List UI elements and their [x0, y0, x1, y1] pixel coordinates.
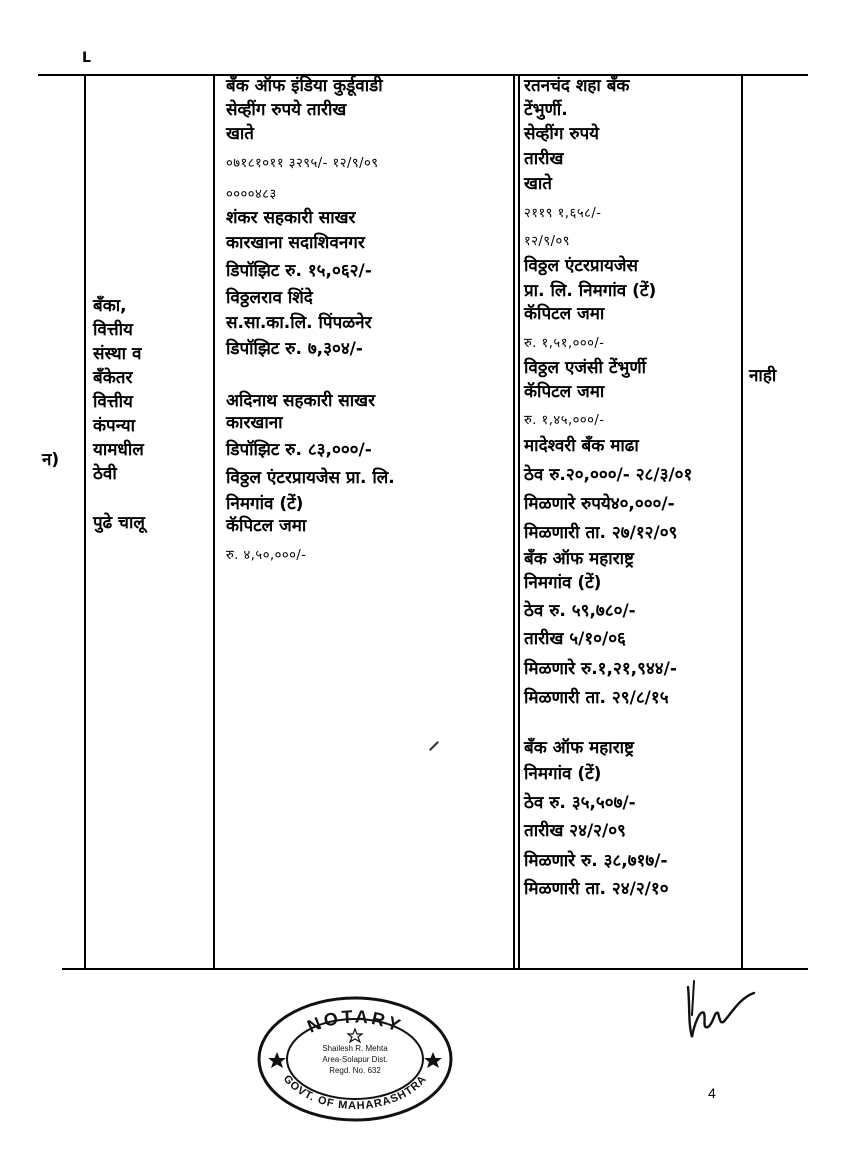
deposit-line: रु. १,५१,०००/-	[524, 336, 605, 351]
column-divider-4a	[518, 74, 520, 970]
deposit-line: तारीख ५/१०/०६	[524, 629, 626, 649]
deposit-line: रु. १,४५,०००/-	[524, 413, 605, 428]
column-divider-5	[741, 74, 743, 970]
deposit-line: ठेव रु. ५९,७८०/-	[524, 601, 636, 621]
deposit-line: स.सा.का.लि. पिंपळनेर	[226, 313, 372, 333]
deposit-line: निमगांव (टें)	[524, 573, 602, 593]
deposit-line: १२/९/०९	[524, 234, 571, 249]
row-letter: न)	[42, 450, 60, 470]
deposit-line: कॅपिटल जमा	[524, 382, 605, 402]
notary-stamp	[255, 995, 455, 1123]
signature	[680, 975, 760, 1045]
category-line: ठेवी	[93, 464, 117, 484]
deposit-line: मिळणारी ता. २७/१२/०९	[524, 523, 678, 543]
deposit-line: रतनचंद शहा बँक	[524, 76, 630, 96]
star-icon	[268, 1052, 286, 1068]
svg-text:NOTARY	[304, 1006, 406, 1036]
svg-text:GOVT. OF MAHARASHTRA	[281, 1073, 430, 1112]
deposit-line: बँक ऑफ इंडिया कुर्डूवाडी	[226, 76, 383, 96]
remarks-value: नाही	[749, 366, 777, 386]
deposit-line: कारखाना	[226, 413, 283, 433]
deposit-line: डिपॉझिट रु. १५,०६२/-	[226, 261, 372, 281]
stamp-line-2: Area-Solapur Dist.	[322, 1055, 388, 1064]
deposit-line: बँक ऑफ महाराष्ट्र	[524, 738, 634, 758]
column-divider-2	[213, 74, 215, 970]
deposit-line: विठ्ठल एंटरप्रायजेस प्रा. लि.	[226, 468, 395, 488]
deposit-line: मिळणारे रु. ३८,७१७/-	[524, 851, 668, 871]
deposit-line: ठेव रु. ३५,५०७/-	[524, 793, 636, 813]
column-divider-3	[513, 74, 515, 970]
page-number: 4	[708, 1085, 716, 1101]
star-icon	[424, 1052, 442, 1068]
deposit-line: टेंभुर्णी.	[524, 100, 568, 120]
deposit-line: कारखाना सदाशिवनगर	[226, 233, 365, 253]
deposit-line: सेव्हींग रुपये	[524, 124, 600, 144]
deposit-line: डिपॉझिट रु. ८३,०००/-	[226, 440, 372, 460]
category-line: संस्था व	[93, 344, 142, 364]
deposit-line: खाते	[524, 174, 552, 194]
deposit-line: तारीख २४/२/०९	[524, 821, 626, 841]
category-line: बँकेतर	[93, 368, 133, 388]
stamp-line-3: Regd. No. 632	[329, 1066, 381, 1075]
category-line: वित्तीय	[93, 392, 133, 412]
deposit-line: २११९ १,६५८/-	[524, 206, 602, 221]
category-line: वित्तीय	[93, 320, 133, 340]
column-divider-1	[84, 74, 86, 970]
deposit-line: विठ्ठलराव शिंदे	[226, 288, 313, 308]
deposit-line: कॅपिटल जमा	[524, 304, 605, 324]
category-line: बँका,	[93, 296, 127, 316]
deposit-line: ठेव रु.२०,०००/- २८/३/०१	[524, 465, 693, 485]
stamp-line-1: Shailesh R. Mehta	[322, 1044, 388, 1053]
deposit-line: कॅपिटल जमा	[226, 516, 307, 536]
corner-mark: L	[82, 50, 91, 66]
deposit-line: निमगांव (टें)	[226, 494, 304, 514]
deposit-line: मिळणारी ता. २९/८/१५	[524, 688, 669, 708]
deposit-line: तारीख	[524, 149, 564, 169]
stamp-top-text: NOTARY	[304, 1006, 406, 1037]
table-top-border	[38, 74, 808, 76]
deposit-line: मिळणारे रु.१,२१,९४४/-	[524, 659, 677, 679]
deposit-line: मिळणारी ता. २४/२/१०	[524, 879, 669, 899]
deposit-line: डिपॉझिट रु. ७,३०४/-	[226, 339, 363, 359]
stamp-bottom-text: GOVT. OF MAHARASHTRA	[280, 1072, 430, 1113]
emblem-icon	[348, 1029, 362, 1042]
deposit-line: मादेश्वरी बँक माढा	[524, 436, 639, 456]
deposit-line: बँक ऑफ महाराष्ट्र	[524, 549, 634, 569]
deposit-line: खाते	[226, 124, 254, 144]
deposit-line: विठ्ठल एजंसी टेंभुर्णी	[524, 358, 647, 378]
deposit-line: रु. ४,५०,०००/-	[226, 548, 307, 563]
deposit-line: ००००४८३	[226, 187, 277, 202]
deposit-line: विठ्ठल एंटरप्रायजेस	[524, 256, 638, 276]
deposit-line: मिळणारे रुपये४०,०००/-	[524, 494, 675, 514]
deposit-line: सेव्हींग रुपये तारीख	[226, 100, 347, 120]
deposit-line: अदिनाथ सहकारी साखर	[226, 391, 376, 411]
category-line: कंपन्या	[93, 416, 135, 436]
deposit-line: प्रा. लि. निमगांव (टें)	[524, 281, 657, 301]
deposit-line: शंकर सहकारी साखर	[226, 208, 356, 228]
continued-note: पुढे चालू	[93, 513, 145, 533]
deposit-line: निमगांव (टें)	[524, 764, 602, 784]
stray-pen-mark	[429, 741, 439, 751]
category-line: यामधील	[93, 440, 144, 460]
table-bottom-border	[62, 968, 808, 970]
deposit-line: ०७१८१०११ ३२९५/- १२/९/०९	[226, 156, 379, 171]
